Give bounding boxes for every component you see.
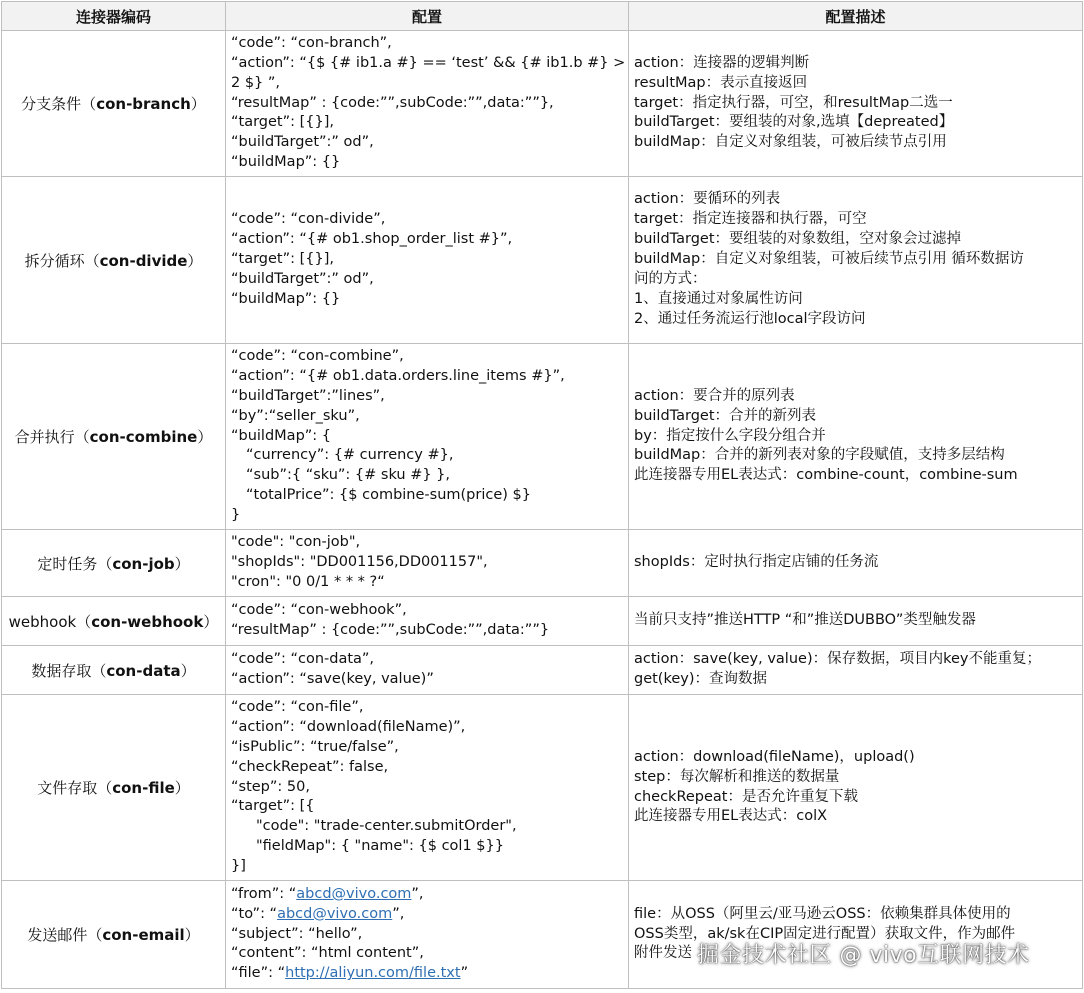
config-line-from (231, 885, 623, 905)
table-row (2, 881, 1083, 989)
config-line: 2 $} ”, (231, 74, 281, 91)
config-line: “target”: [{ (231, 798, 315, 815)
table-row (2, 177, 1083, 344)
config-line: “totalPrice”: {$ combine-sum(price) $} (246, 487, 531, 504)
desc-cell (629, 177, 1083, 344)
connector-name-suffix: ） (190, 95, 206, 113)
desc-line: buildMap：合并的新列表对象的字段赋值，支持多层结构 (634, 447, 1005, 464)
desc-cell (629, 881, 1083, 989)
config-line: “buildTarget”:” od”, (231, 134, 374, 151)
config-from-key: “from”: “ (231, 885, 297, 902)
connector-name-cell (2, 530, 226, 597)
table-row (2, 695, 1083, 881)
config-line: “step”: 50, (231, 778, 310, 795)
config-cell (226, 344, 629, 530)
config-cell (226, 530, 629, 597)
table-row (2, 530, 1083, 597)
config-line: "fieldMap": { "name": {$ col1 $}} (256, 838, 504, 855)
desc-line: buildTarget：合并的新列表 (634, 407, 817, 424)
config-line: “buildMap”: { (231, 427, 331, 444)
desc-line: buildTarget：要组装的对象,选填【depreated】 (634, 114, 954, 131)
connector-name-prefix: 合并执行（ (14, 428, 90, 446)
connector-code: con-file (112, 779, 175, 797)
connector-name-cell (2, 344, 226, 530)
connector-name-cell (2, 597, 226, 646)
config-line: “code”: “con-divide”, (231, 211, 386, 228)
desc-line: 此连接器专用EL表达式：combine-count，combine-sum (634, 467, 1018, 484)
desc-line: action：download(fileName)，upload() (634, 748, 915, 765)
email-link-from[interactable]: abcd@vivo.com (296, 885, 412, 902)
config-line: “target”: [{}], (231, 251, 334, 268)
config-line: “code”: “con-webhook”, (231, 602, 407, 619)
desc-line: action：要循环的列表 (634, 191, 781, 208)
header-config-desc: 配置描述 (629, 2, 1083, 31)
connector-code: con-branch (96, 95, 191, 113)
desc-cell (629, 31, 1083, 177)
connector-name-prefix: 拆分循环（ (24, 251, 100, 270)
connector-name-cell (2, 177, 226, 344)
config-line: } (231, 507, 241, 524)
config-line: “action”: “{# ob1.data.orders.line_items #}”, (231, 367, 565, 384)
desc-line: 此连接器专用EL表达式：colX (634, 808, 828, 825)
config-line: “buildMap”: {} (231, 290, 341, 307)
connector-name-suffix: ） (197, 428, 213, 446)
config-from-end: ”, (411, 885, 424, 902)
config-line: “action”: “save(key, value)” (231, 671, 434, 687)
config-line: “checkRepeat”: false, (231, 758, 389, 775)
desc-line: checkRepeat：是否允许重复下载 (634, 788, 858, 805)
config-to-end: ”, (392, 905, 405, 922)
config-line: “by”:“seller_sku”, (231, 407, 360, 424)
connector-name-prefix: 定时任务（ (37, 554, 113, 573)
file-url-link[interactable]: http://aliyun.com/file.txt (285, 965, 461, 982)
config-line: “content”: “html content”, (231, 945, 424, 962)
config-file-end: ” (460, 965, 469, 982)
config-line: "code": "trade-center.submitOrder", (256, 818, 517, 835)
connector-name-prefix: 文件存取（ (37, 779, 113, 797)
desc-cell (629, 695, 1083, 881)
config-cell (226, 31, 629, 177)
desc-line: 问的方式： (634, 270, 707, 287)
connector-name-cell (2, 695, 226, 881)
desc-line: get(key)：查询数据 (634, 671, 768, 687)
table-row (2, 646, 1083, 695)
connector-code: con-job (112, 554, 175, 573)
config-line: “buildMap”: {} (231, 154, 341, 171)
connector-code: con-data (106, 661, 181, 680)
connector-name-suffix: ） (174, 779, 190, 797)
connector-name-cell (2, 881, 226, 989)
connector-code: con-email (102, 926, 185, 944)
config-line: “isPublic”: “true/false”, (231, 738, 399, 755)
connector-name-prefix: webhook（ (8, 612, 92, 631)
desc-line: action：连接器的逻辑判断 (634, 54, 810, 71)
desc-line: shopIds：定时执行指定店铺的任务流 (634, 554, 879, 571)
config-line: "cron": "0 0/1 * * * ?“ (231, 573, 385, 590)
config-line: “resultMap” : {code:””,subCode:””,data:””}, (231, 94, 554, 111)
desc-line: action：要合并的原列表 (634, 387, 795, 404)
config-file-key: “file”: “ (231, 965, 286, 982)
config-line: “buildTarget”:”lines”, (231, 387, 385, 404)
desc-cell (629, 646, 1083, 695)
config-line: "code": "con-job", (231, 534, 361, 551)
config-line: “buildTarget”:” od”, (231, 270, 374, 287)
config-cell (226, 881, 629, 989)
header-connector-code: 连接器编码 (2, 2, 226, 31)
config-line: “code”: “con-combine”, (231, 347, 404, 364)
connector-code: con-webhook (91, 612, 204, 631)
connector-name-prefix: 分支条件（ (21, 95, 97, 113)
table-row (2, 31, 1083, 177)
connector-name-cell (2, 646, 226, 695)
config-line-to (231, 905, 623, 925)
desc-line: 附件发送 (634, 945, 692, 962)
config-line: “action”: “{$ {# ib1.a #} == ‘test’ && {# ib1.b #} > (231, 54, 626, 71)
connector-name-suffix: ） (203, 612, 219, 631)
connector-name-suffix: ） (180, 661, 196, 680)
desc-line: 2、通过任务流运行池local字段访问 (634, 310, 866, 327)
connector-name-suffix: ） (187, 251, 203, 270)
desc-cell (629, 344, 1083, 530)
connector-name-cell (2, 31, 226, 177)
desc-line: by：指定按什么字段分组合并 (634, 427, 826, 444)
config-cell (226, 646, 629, 695)
desc-line: buildMap：自定义对象组装，可被后续节点引用 (634, 134, 947, 151)
connector-name-prefix: 发送邮件（ (27, 926, 103, 944)
desc-line: step：每次解析和推送的数据量 (634, 768, 840, 785)
config-cell (226, 597, 629, 646)
desc-line: 当前只支持”推送HTTP “和”推送DUBBO”类型触发器 (634, 612, 976, 629)
watermark-text: 掘金技术社区 @ vivo互联网技术 (697, 943, 1030, 968)
config-line: “code”: “con-branch”, (231, 34, 392, 51)
config-line: “action”: “download(fileName)”, (231, 718, 466, 735)
connector-name-prefix: 数据存取（ (31, 661, 107, 680)
config-line: “resultMap” : {code:””,subCode:””,data:””} (231, 622, 550, 638)
connector-code: con-divide (99, 251, 188, 270)
desc-cell (629, 530, 1083, 597)
config-line: “currency”: {# currency #}, (246, 447, 454, 464)
config-line: “target”: [{}], (231, 114, 334, 131)
config-line: “code”: “con-file”, (231, 698, 364, 715)
config-line: }] (231, 858, 246, 875)
config-cell (226, 695, 629, 881)
table-row (2, 344, 1083, 530)
desc-line: action：save(key, value)：保存数据，项目内key不能重复； (634, 651, 1041, 668)
desc-line: target：指定执行器，可空，和resultMap二选一 (634, 94, 953, 111)
desc-line: file：从OSS（阿里云/亚马逊云OSS：依赖集群具体使用的 (634, 905, 1011, 922)
email-link-to[interactable]: abcd@vivo.com (277, 905, 393, 922)
connector-table (1, 1, 1083, 989)
config-line: “sub”:{ “sku”: {# sku #} }, (246, 467, 451, 484)
desc-line: buildTarget：要组装的对象数组，空对象会过滤掉 (634, 231, 962, 248)
connector-code: con-combine (89, 428, 198, 446)
config-line: “action”: “{# ob1.shop_order_list #}”, (231, 231, 513, 248)
header-config: 配置 (226, 2, 629, 31)
table-row (2, 597, 1083, 646)
config-line-file (231, 964, 623, 984)
config-cell (226, 177, 629, 344)
config-to-key: “to”: “ (231, 905, 278, 922)
table-header-row (2, 2, 1083, 31)
config-line: “code”: “con-data”, (231, 651, 375, 668)
config-line: "shopIds": "DD001156,DD001157", (231, 554, 488, 571)
config-line: “subject”: “hello”, (231, 925, 363, 942)
desc-line: OSS类型，ak/sk在CIP固定进行配置）获取文件，作为邮件 (634, 925, 1016, 942)
connector-name-suffix: ） (184, 926, 200, 944)
desc-line: buildMap：自定义对象组装，可被后续节点引用 循环数据访 (634, 251, 1024, 268)
desc-cell (629, 597, 1083, 646)
desc-line: 1、直接通过对象属性访问 (634, 290, 803, 307)
desc-line: target：指定连接器和执行器，可空 (634, 211, 867, 228)
connector-name-suffix: ） (174, 554, 190, 573)
desc-line: resultMap：表示直接返回 (634, 74, 808, 91)
